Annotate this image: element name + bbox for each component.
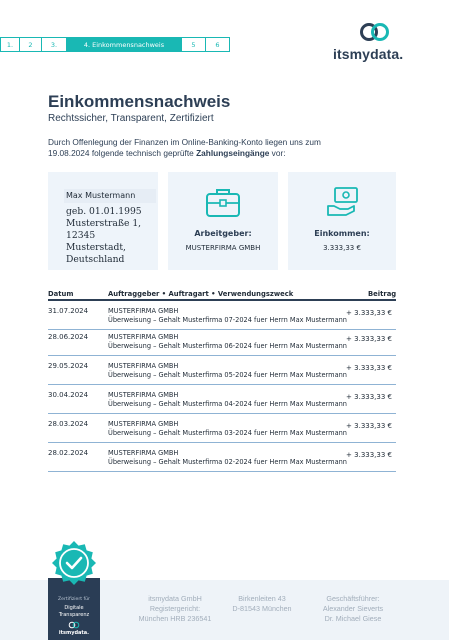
row-payer: MUSTERFIRMA GMBH — [108, 362, 179, 370]
step-5[interactable]: 5 — [181, 37, 205, 52]
badge-line-1: Zertifiziert für — [58, 597, 90, 602]
step-4-active[interactable]: 4. Einkommensnachweis — [66, 37, 181, 52]
brand-name: itsmydata. — [333, 46, 404, 62]
money-hand-icon — [326, 186, 360, 218]
row-divider — [48, 471, 396, 473]
intro-highlight: Zahlungseingänge — [196, 148, 270, 158]
table-row — [48, 385, 396, 414]
person-name: Max Mustermann — [64, 189, 156, 203]
footer-register-number: München HRB 236541 — [138, 614, 212, 623]
row-date: 28.02.2024 — [48, 449, 89, 457]
row-amount: + 3.333,33 € — [346, 364, 392, 372]
table-row — [48, 414, 396, 443]
badge-brand: itsmydata. — [58, 630, 90, 636]
income-label: Einkommen: — [314, 229, 370, 238]
row-purpose: Überweisung – Gehalt Musterfirma 05-2024 fuer Herrn Max Mustermann — [108, 371, 347, 379]
badge-rings-icon — [68, 621, 80, 629]
footer-address — [224, 594, 300, 614]
intro-text — [48, 137, 393, 159]
checkmark-seal-icon — [47, 540, 101, 594]
row-date: 28.03.2024 — [48, 420, 89, 428]
table-row — [48, 327, 396, 356]
step-1[interactable]: 1. — [0, 37, 19, 52]
intro-line-1: Durch Offenlegung der Finanzen im Online-Banking-Konto liegen uns zum — [48, 137, 321, 147]
footer-street: Birkenleiten 43 — [238, 594, 286, 603]
step-2[interactable]: 2 — [19, 37, 41, 52]
intro-line-2-end: vor: — [269, 148, 286, 158]
footer-company-name: itsmydata GmbH — [148, 594, 202, 603]
table-row — [48, 356, 396, 385]
employer-card — [168, 172, 278, 270]
row-purpose: Überweisung – Gehalt Musterfirma 07-2024 fuer Herrn Max Mustermann — [108, 316, 347, 324]
step-3[interactable]: 3. — [41, 37, 66, 52]
income-card — [288, 172, 396, 270]
table-row — [48, 443, 396, 472]
footer-management-label: Geschäftsführer: — [326, 594, 380, 603]
row-amount: + 3.333,33 € — [346, 309, 392, 317]
step-6[interactable]: 6 — [205, 37, 230, 52]
person-birth: geb. 01.01.1995 — [66, 206, 142, 217]
row-purpose: Überweisung – Gehalt Musterfirma 03-2024 fuer Herrn Max Mustermann — [108, 429, 347, 437]
footer-city: D-81543 München — [232, 604, 292, 613]
badge-line-2: Digitale — [64, 605, 84, 611]
row-date: 31.07.2024 — [48, 307, 89, 315]
person-address — [66, 206, 156, 266]
footer-company — [130, 594, 220, 624]
row-payer: MUSTERFIRMA GMBH — [108, 391, 179, 399]
table-row — [48, 301, 396, 330]
page-title: Einkommensnachweis — [48, 92, 231, 111]
col-date-header: Datum — [48, 290, 74, 298]
footer-manager-2: Dr. Michael Giese — [324, 614, 382, 623]
footer-management — [310, 594, 396, 624]
income-value: 3.333,33 € — [323, 244, 361, 252]
row-amount: + 3.333,33 € — [346, 422, 392, 430]
progress-steps — [0, 37, 230, 52]
employer-value: MUSTERFIRMA GMBH — [185, 244, 261, 252]
person-city: 12345 Musterstadt, — [66, 230, 126, 253]
brand-logo — [333, 20, 423, 64]
row-payer: MUSTERFIRMA GMBH — [108, 449, 179, 457]
briefcase-icon — [205, 186, 241, 218]
page-subtitle: Rechtssicher, Transparent, Zertifiziert — [48, 113, 214, 124]
row-amount: + 3.333,33 € — [346, 335, 392, 343]
badge-line-3: Transparenz — [58, 612, 90, 618]
row-payer: MUSTERFIRMA GMBH — [108, 307, 179, 315]
person-country: Deutschland — [66, 254, 125, 265]
row-payer: MUSTERFIRMA GMBH — [108, 420, 179, 428]
employer-label: Arbeitgeber: — [194, 229, 252, 238]
intro-line-2: 19.08.2024 folgende technisch geprüfte — [48, 148, 197, 158]
footer-register-label: Registergericht: — [149, 604, 201, 613]
row-payer: MUSTERFIRMA GMBH — [108, 333, 179, 341]
row-purpose: Überweisung – Gehalt Musterfirma 04-2024 fuer Herrn Max Mustermann — [108, 400, 347, 408]
footer-manager-1: Alexander Sieverts — [322, 604, 384, 613]
row-date: 30.04.2024 — [48, 391, 89, 399]
person-street: Musterstraße 1, — [66, 218, 142, 229]
row-purpose: Überweisung – Gehalt Musterfirma 06-2024 fuer Herrn Max Mustermann — [108, 342, 347, 350]
row-amount: + 3.333,33 € — [346, 393, 392, 401]
col-details-header: Auftraggeber • Auftragart • Verwendungszweck — [108, 290, 294, 298]
col-amount-header: Beitrag — [368, 290, 397, 298]
row-amount: + 3.333,33 € — [346, 451, 392, 459]
row-date: 29.05.2024 — [48, 362, 89, 370]
link-rings-icon — [359, 20, 391, 46]
row-date: 28.06.2024 — [48, 333, 89, 341]
row-purpose: Überweisung – Gehalt Musterfirma 02-2024 fuer Herrn Max Mustermann — [108, 458, 347, 466]
